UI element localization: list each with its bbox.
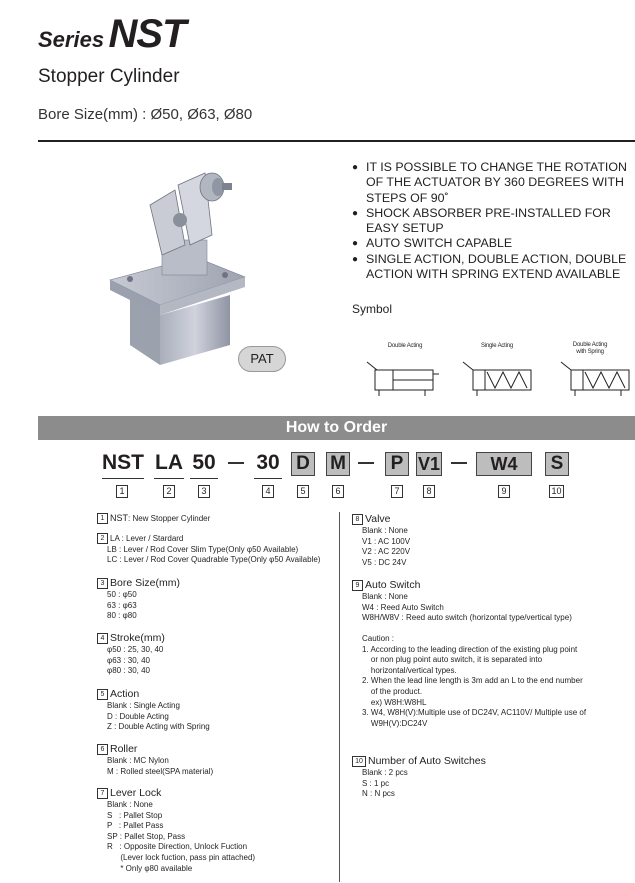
position-number: 10	[549, 485, 564, 498]
section-7: 7 Lever Lock Blank : None S : Pallet Stop P : Pallet Pass SP : Pallet Stop, Pass R : Opposite Direction, Unlock Fuction (Lever lock fuction, pass pin attached) * Only φ80 available	[97, 787, 337, 874]
caution-notes: Caution : 1. According to the leading direction of the existing plug point or non plug point auto switch, it is separated into horizontal/vertical types. 2. When the lead line length is 3m add an L to the end number of the product. ex) W8H:W8HL 3. W4, W8H(V):Multiple use of DC24V, AC110V/ Multiple use of W9H(V):DC24V	[362, 634, 587, 728]
section-6: 6 Roller Blank : MC Nylon M : Rolled steel(SPA material)	[97, 743, 332, 777]
code-lever: LA	[155, 451, 183, 474]
code-auto-switch: W4	[476, 452, 532, 476]
symbol-label-double: Double Acting	[387, 343, 423, 349]
position-number: 8	[423, 485, 435, 498]
product-subtitle: Stopper Cylinder	[38, 66, 180, 87]
section-1: 1 NST: New Stopper Cylinder	[97, 513, 332, 525]
feature-item: ● AUTO SWITCH CAPABLE	[352, 236, 634, 251]
how-to-order-title: How to Order	[285, 419, 388, 436]
series-prefix: Series	[38, 27, 105, 52]
how-to-order-bar	[38, 416, 635, 440]
feature-item: ● IT IS POSSIBLE TO CHANGE THE ROTATION OF THE ACTUATOR BY 360 DEGREES WITH STEPS OF 90˚	[352, 160, 634, 206]
position-number: 6	[332, 485, 344, 498]
code-roller: M	[326, 452, 350, 476]
patent-badge: PAT	[238, 346, 286, 372]
code-nst: NST	[102, 451, 144, 474]
code-dash	[228, 462, 244, 464]
series-title	[38, 12, 186, 57]
section-4: 4 Stroke(mm) φ50 : 25, 30, 40 φ63 : 30, 40 φ80 : 30, 40	[97, 632, 332, 677]
symbol-title: Symbol	[352, 302, 393, 316]
position-number: 2	[163, 485, 175, 498]
code-valve: V1	[417, 454, 441, 474]
series-name: NST	[108, 12, 186, 56]
code-lever-lock: P	[385, 452, 409, 476]
code-underline	[154, 478, 184, 479]
section-5: 5 Action Blank : Single Acting D : Double Acting Z : Double Acting with Spring	[97, 688, 332, 733]
bore-size: Bore Size(mm) : Ø50, Ø63, Ø80	[38, 106, 253, 123]
section-10: 10 Number of Auto Switches Blank : 2 pcs S : 1 pc N : N pcs	[352, 755, 632, 800]
position-number: 9	[498, 485, 510, 498]
section-9: 9 Auto Switch Blank : None W4 : Reed Auto Switch W8H/W8V : Reed auto switch (horizontal type/vertical type)	[352, 579, 632, 624]
section-2: 2 LA : Lever / Stardard LB : Lever / Rod Cover Slim Type(Only φ50 Available) LC : Lever / Rod Cover Quadrable Type(Only φ50 Available)	[97, 533, 337, 566]
code-action: D	[291, 452, 315, 476]
section-8: 8 Valve Blank : None V1 : AC 100V V2 : AC 220V V5 : DC 24V	[352, 513, 632, 568]
pneumatic-symbols	[365, 360, 635, 400]
feature-item: ● SHOCK ABSORBER PRE-INSTALLED FOR EASY SETUP	[352, 206, 634, 237]
feature-item: ● SINGLE ACTION, DOUBLE ACTION, DOUBLE ACTION WITH SPRING EXTEND AVAILABLE	[352, 252, 634, 283]
symbol-label-double-spring: Double Acting with Spring	[572, 342, 608, 355]
position-number: 1	[116, 485, 128, 498]
symbol-label-single: Single Acting	[480, 343, 514, 349]
code-bore: 50	[192, 451, 216, 474]
section-3: 3 Bore Size(mm) 50 : φ50 63 : φ63 80 : φ80	[97, 577, 332, 622]
position-number: 7	[391, 485, 403, 498]
stopper-cylinder-image	[100, 165, 270, 370]
code-stroke: 30	[256, 451, 280, 474]
position-number: 3	[198, 485, 210, 498]
code-underline	[254, 478, 282, 479]
column-divider	[339, 512, 340, 882]
header-divider	[38, 140, 635, 142]
code-dash	[358, 462, 374, 464]
code-underline	[102, 478, 144, 479]
code-switch-count: S	[545, 452, 569, 476]
code-underline	[190, 478, 218, 479]
code-dash	[451, 462, 467, 464]
feature-list	[352, 160, 634, 282]
position-number: 4	[262, 485, 274, 498]
position-number: 5	[297, 485, 309, 498]
